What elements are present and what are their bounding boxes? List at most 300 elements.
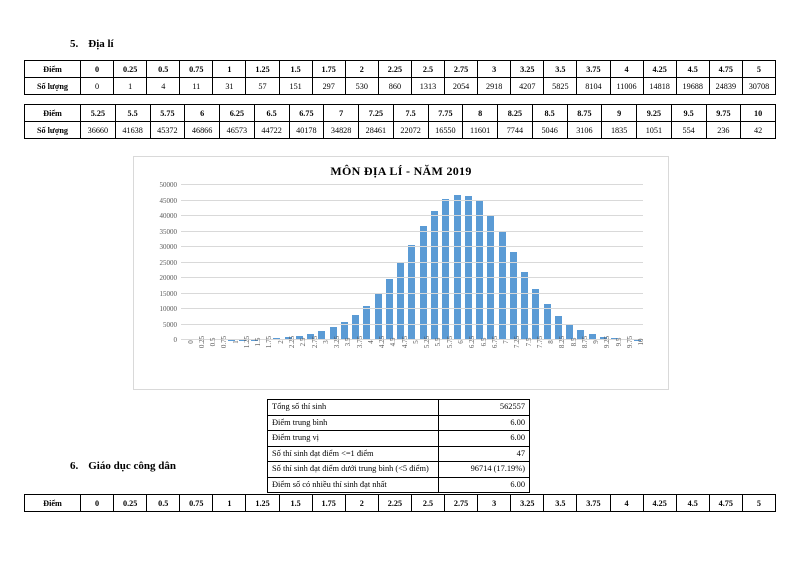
score-cell: 1.5 (279, 61, 312, 78)
chart-x-tick-label: 8.75 (580, 335, 589, 349)
count-cell: 8104 (577, 78, 610, 95)
chart-x-label-slot (395, 335, 409, 385)
count-cell: 151 (279, 78, 312, 95)
count-cell: 40178 (289, 122, 324, 139)
chart-x-label-slot (260, 335, 274, 385)
score-cell: 2.5 (411, 495, 444, 512)
count-cell: 36660 (81, 122, 116, 139)
chart-x-tick-label: 5.75 (445, 335, 454, 349)
score-cell: 0.5 (147, 495, 180, 512)
chart-x-label-slot (564, 337, 578, 385)
chart-bar (397, 263, 404, 340)
chart-bar-slot (373, 185, 384, 340)
score-cell: 0.25 (114, 61, 147, 78)
summary-value: 47 (439, 446, 530, 462)
chart-y-tick-label: 25000 (159, 258, 177, 267)
chart-bar-slot (575, 185, 586, 340)
chart-x-tick-label: 8 (547, 340, 556, 344)
count-cell: 236 (706, 122, 741, 139)
chart-gridline (159, 274, 643, 282)
score-cell: 0.5 (147, 61, 180, 78)
chart-x-label-slot (384, 337, 398, 385)
score-cell: 7.25 (359, 105, 394, 122)
chart-bar-slot (384, 185, 395, 340)
section-title: Địa lí (88, 38, 114, 50)
chart-x-label-slot (542, 340, 556, 385)
summary-value: 6.00 (439, 415, 530, 431)
score-cell: 1 (213, 61, 246, 78)
summary-value: 96714 (17.19%) (439, 462, 530, 478)
chart-x-label-slot (508, 335, 522, 385)
geography-score-distribution-chart (133, 156, 669, 390)
chart-bar (375, 294, 382, 340)
count-cell: 2054 (445, 78, 478, 95)
chart-y-tick-label: 35000 (159, 227, 177, 236)
chart-bar-slot (305, 185, 316, 340)
score-cell: 4.5 (676, 61, 709, 78)
score-cell: 0.75 (180, 61, 213, 78)
score-cell: 5 (742, 61, 775, 78)
section-heading-civics (70, 460, 176, 472)
chart-x-label-slot (282, 335, 297, 385)
table-row-counts (25, 78, 776, 95)
chart-x-tick-label: 2.5 (299, 337, 308, 347)
chart-bar-slot (598, 185, 609, 340)
chart-bar-slot (361, 185, 372, 340)
chart-bar-slot (451, 185, 462, 340)
chart-gridline (159, 196, 643, 205)
row-label-score: Điểm (25, 495, 81, 512)
score-cell: 9.5 (671, 105, 706, 122)
count-cell: 44722 (254, 122, 289, 139)
summary-label: Số thí sinh đạt điểm dưới trung bình (<5 điểm) (268, 462, 439, 478)
count-cell: 16550 (428, 122, 463, 139)
chart-bar-slot (226, 185, 237, 340)
chart-x-label-slot (271, 340, 285, 385)
chart-gridline (159, 289, 643, 298)
score-cell: 5.5 (115, 105, 150, 122)
chart-bar-slot (542, 185, 553, 340)
count-cell: 1835 (602, 122, 637, 139)
table-row-scores (25, 105, 776, 122)
chart-x-label-slot (609, 337, 623, 385)
count-cell: 4 (147, 78, 180, 95)
chart-gridline (159, 227, 643, 236)
chart-x-label-slot (204, 337, 218, 385)
score-cell: 3.5 (544, 61, 577, 78)
chart-bar (442, 199, 449, 340)
chart-bars (181, 185, 643, 340)
summary-row (268, 415, 530, 431)
chart-x-label-slot (598, 335, 612, 385)
chart-bar-slot (418, 185, 429, 340)
score-cell: 1.25 (246, 61, 279, 78)
chart-x-label-slot (429, 337, 443, 385)
summary-value: 562557 (439, 400, 530, 416)
chart-x-label-slot (181, 340, 195, 385)
summary-label: Số thí sinh đạt điểm <=1 điểm (268, 446, 439, 462)
chart-bar-slot (327, 185, 338, 340)
chart-x-tick-label: 8.25 (558, 335, 567, 349)
score-cell: 3 (478, 61, 511, 78)
score-cell: 3.75 (577, 61, 610, 78)
score-cell: 6.5 (254, 105, 289, 122)
chart-x-tick-label: 4.25 (378, 335, 387, 349)
score-cell: 0 (81, 495, 114, 512)
chart-y-tick-label: 45000 (159, 196, 177, 205)
chart-x-tick-label: 2.25 (288, 335, 297, 349)
chart-gridline (163, 320, 643, 329)
chart-x-label-slot (215, 335, 229, 385)
row-label-score: Điểm (25, 105, 81, 122)
chart-x-tick-label: 7 (502, 340, 511, 344)
chart-y-tick-label: 30000 (159, 243, 177, 251)
chart-x-tick-label: 10 (637, 338, 646, 346)
score-cell: 3.25 (511, 61, 544, 78)
chart-bar-slot (587, 185, 598, 340)
count-cell: 860 (378, 78, 411, 95)
chart-bar-slot (440, 185, 451, 340)
chart-bar-slot (215, 185, 226, 340)
score-cell: 2.25 (378, 61, 411, 78)
chart-bar-slot (564, 185, 575, 340)
chart-x-tick-label: 5.25 (423, 335, 432, 349)
count-cell: 41638 (115, 122, 150, 139)
chart-x-tick-label: 7.25 (513, 335, 522, 349)
chart-bar-slot (294, 185, 305, 340)
table-row-scores (25, 61, 776, 78)
chart-bar-slot (192, 185, 203, 340)
count-cell: 24839 (709, 78, 742, 95)
score-cell: 2.5 (411, 61, 444, 78)
chart-x-label-slot (530, 335, 544, 385)
chart-x-tick-label: 3 (321, 340, 330, 344)
count-cell: 2918 (478, 78, 511, 95)
count-cell: 57 (246, 78, 279, 95)
chart-bar-slot (181, 185, 192, 340)
score-cell: 1.75 (312, 495, 345, 512)
chart-x-label-slot (632, 338, 646, 385)
chart-x-label-slot (305, 335, 319, 385)
count-cell: 0 (81, 78, 114, 95)
chart-x-label-slot (553, 335, 567, 385)
chart-x-label-slot (350, 335, 364, 385)
summary-label: Điểm trung vị (268, 431, 439, 447)
row-label-count: Số lượng (25, 122, 81, 139)
count-cell: 1 (114, 78, 147, 95)
section-heading-geography (70, 38, 114, 50)
score-cell: 9.75 (706, 105, 741, 122)
chart-x-tick-label: 4.5 (389, 337, 398, 347)
score-cell: 6.75 (289, 105, 324, 122)
count-cell: 45372 (150, 122, 185, 139)
chart-bar-slot (496, 185, 507, 340)
count-cell: 19688 (676, 78, 709, 95)
chart-x-tick-label: 3.25 (333, 335, 342, 349)
summary-row (268, 400, 530, 416)
section-number: 5. (70, 38, 79, 50)
count-cell: 46866 (185, 122, 220, 139)
count-cell: 1051 (637, 122, 672, 139)
score-cell: 2.75 (445, 495, 478, 512)
chart-x-tick-label: 9.75 (625, 335, 634, 349)
chart-x-tick-label: 2.75 (310, 335, 319, 349)
summary-label: Điểm số có nhiều thí sinh đạt nhất (268, 477, 439, 493)
chart-x-label-slot (406, 340, 420, 385)
score-cell: 5.25 (81, 105, 116, 122)
chart-x-label-slot (361, 340, 375, 385)
chart-y-tick-label: 5000 (163, 320, 177, 329)
count-cell: 4207 (511, 78, 544, 95)
chart-bar-slot (316, 185, 327, 340)
chart-x-tick-label: 9 (592, 340, 601, 344)
chart-x-tick-label: 9.25 (603, 335, 612, 349)
score-cell: 8 (463, 105, 498, 122)
chart-bar-slot (204, 185, 215, 340)
geography-score-table-part1 (24, 60, 776, 95)
chart-x-tick-label: 3.75 (355, 335, 364, 349)
score-cell: 3.75 (577, 495, 610, 512)
summary-label: Điểm trung bình (268, 415, 439, 431)
score-cell: 3.5 (544, 495, 577, 512)
count-cell: 31 (213, 78, 246, 95)
chart-bar-slot (237, 185, 248, 340)
count-cell: 11601 (463, 122, 498, 139)
chart-x-tick-label: 0 (186, 340, 195, 344)
chart-x-tick-label: 5 (411, 340, 420, 344)
chart-x-tick-label: 6.25 (468, 335, 477, 349)
chart-y-tick-label: 0 (173, 336, 177, 344)
score-cell: 3 (478, 495, 511, 512)
geography-score-table-part2 (24, 104, 776, 139)
score-cell: 6.25 (220, 105, 255, 122)
chart-x-label-slot (339, 337, 353, 385)
count-cell: 34828 (324, 122, 359, 139)
count-cell: 22072 (393, 122, 428, 139)
count-cell: 5825 (544, 78, 577, 95)
score-cell: 10 (741, 105, 776, 122)
chart-bar-slot (463, 185, 474, 340)
chart-x-tick-label: 5.5 (434, 337, 443, 347)
chart-bar-slot (350, 185, 361, 340)
chart-x-label-slot (237, 335, 251, 385)
score-cell: 2 (345, 495, 378, 512)
chart-bar-slot (519, 185, 530, 340)
score-cell: 8.75 (567, 105, 602, 122)
score-cell: 9 (602, 105, 637, 122)
table-row-scores (25, 495, 776, 512)
chart-bar-slot (508, 185, 519, 340)
count-cell: 14818 (643, 78, 676, 95)
summary-statistics-table (267, 399, 530, 493)
score-cell: 5 (742, 495, 775, 512)
section-number: 6. (70, 460, 79, 472)
summary-row (268, 446, 530, 462)
score-cell: 4.25 (643, 495, 676, 512)
chart-x-tick-label: 1 (231, 340, 240, 344)
chart-gridline (159, 181, 643, 189)
summary-row (268, 431, 530, 447)
chart-bar (521, 272, 528, 340)
score-cell: 2 (345, 61, 378, 78)
chart-bar (532, 289, 539, 340)
chart-x-tick-label: 0.25 (197, 335, 206, 349)
chart-x-label-slot (294, 337, 308, 385)
chart-x-label-slot (474, 337, 488, 385)
chart-bar-slot (271, 185, 282, 340)
chart-x-label-slot (316, 340, 330, 385)
row-label-score: Điểm (25, 61, 81, 78)
chart-x-tick-label: 0.75 (220, 335, 229, 349)
chart-x-tick-labels (181, 335, 646, 385)
chart-gridline (159, 305, 643, 313)
summary-value: 6.00 (439, 477, 530, 493)
chart-bar-slot (406, 185, 417, 340)
score-cell: 8.5 (532, 105, 567, 122)
count-cell: 42 (741, 122, 776, 139)
chart-bar-slot (282, 185, 293, 340)
score-cell: 4 (610, 61, 643, 78)
chart-bar-slot (609, 185, 620, 340)
chart-x-label-slot (575, 335, 589, 385)
civics-score-table (24, 494, 776, 512)
chart-gridline (159, 212, 643, 220)
chart-bar (510, 252, 517, 340)
count-cell: 28461 (359, 122, 394, 139)
chart-x-label-slot (519, 337, 533, 385)
score-cell: 4.75 (709, 61, 742, 78)
chart-bar (476, 201, 483, 340)
chart-x-tick-label: 0.5 (209, 337, 218, 347)
chart-x-label-slot (587, 340, 601, 385)
score-cell: 9.25 (637, 105, 672, 122)
chart-bar-slot (339, 185, 350, 340)
chart-x-label-slot (485, 335, 499, 385)
chart-bar-slot (429, 185, 440, 340)
chart-bar-slot (530, 185, 541, 340)
chart-gridline (159, 258, 643, 267)
count-cell: 11 (180, 78, 213, 95)
score-cell: 1.5 (279, 495, 312, 512)
score-cell: 2.25 (378, 495, 411, 512)
row-label-count: Số lượng (25, 78, 81, 95)
chart-x-label-slot (373, 335, 387, 385)
chart-y-tick-label: 20000 (159, 274, 177, 282)
score-cell: 0 (81, 61, 114, 78)
count-cell: 297 (312, 78, 345, 95)
score-cell: 4.75 (709, 495, 742, 512)
score-cell: 2.75 (445, 61, 478, 78)
chart-bar-slot (485, 185, 496, 340)
chart-bar (386, 279, 393, 340)
chart-x-tick-label: 6.5 (479, 337, 488, 347)
score-cell: 1 (213, 495, 246, 512)
chart-y-tick-label: 15000 (159, 289, 177, 298)
chart-x-tick-label: 8.5 (569, 337, 578, 347)
score-cell: 8.25 (498, 105, 533, 122)
chart-bar-slot (553, 185, 564, 340)
chart-bar (454, 195, 461, 340)
chart-x-tick-label: 2 (276, 340, 285, 344)
count-cell: 11006 (610, 78, 643, 95)
chart-bar (465, 196, 472, 340)
count-cell: 5046 (532, 122, 567, 139)
chart-x-label-slot (496, 340, 511, 385)
chart-x-label-slot (192, 335, 206, 385)
chart-x-label-slot (327, 335, 342, 385)
chart-y-tick-label: 10000 (159, 305, 177, 313)
chart-x-label-slot (440, 335, 454, 385)
count-cell: 46573 (220, 122, 255, 139)
score-cell: 4 (610, 495, 643, 512)
score-cell: 1.75 (312, 61, 345, 78)
chart-x-tick-label: 7.75 (535, 335, 544, 349)
chart-bar-slot (249, 185, 260, 340)
chart-x-tick-label: 3.5 (344, 337, 353, 347)
score-cell: 4.5 (676, 495, 709, 512)
chart-x-tick-label: 1.5 (254, 337, 263, 347)
count-cell: 1313 (411, 78, 444, 95)
chart-x-tick-label: 4.75 (400, 335, 409, 349)
score-cell: 0.75 (180, 495, 213, 512)
score-cell: 4.25 (643, 61, 676, 78)
table-row-counts (25, 122, 776, 139)
chart-bar (544, 304, 551, 340)
score-cell: 6 (185, 105, 220, 122)
chart-x-tick-label: 6 (457, 340, 465, 344)
chart-x-label-slot (418, 335, 432, 385)
chart-bar-slot (395, 185, 406, 340)
count-cell: 30708 (742, 78, 775, 95)
chart-bar-slot (474, 185, 485, 340)
chart-y-tick-label: 50000 (159, 181, 177, 189)
chart-bar-slot (632, 185, 643, 340)
score-cell: 1.25 (246, 495, 279, 512)
score-cell: 7 (324, 105, 359, 122)
section-title: Giáo dục công dân (88, 460, 176, 472)
chart-x-tick-label: 1.75 (265, 335, 274, 349)
chart-x-label-slot (451, 340, 465, 385)
summary-row (268, 477, 530, 493)
count-cell: 530 (345, 78, 378, 95)
chart-bar-slot (260, 185, 271, 340)
count-cell: 554 (671, 122, 706, 139)
chart-y-tick-label: 40000 (159, 212, 177, 220)
score-cell: 5.75 (150, 105, 185, 122)
count-cell: 3106 (567, 122, 602, 139)
chart-x-tick-label: 1.25 (242, 335, 251, 349)
summary-value: 6.00 (439, 431, 530, 447)
chart-x-tick-label: 4 (366, 340, 375, 344)
score-cell: 0.25 (114, 495, 147, 512)
chart-x-tick-label: 7.5 (524, 337, 533, 347)
score-cell: 7.5 (393, 105, 428, 122)
chart-x-label-slot (620, 335, 634, 385)
chart-gridline (159, 243, 643, 251)
chart-x-label-slot (463, 335, 477, 385)
summary-row (268, 462, 530, 478)
chart-bar-slot (620, 185, 631, 340)
score-cell: 3.25 (511, 495, 544, 512)
chart-x-tick-label: 9.5 (614, 337, 623, 347)
score-cell: 7.75 (428, 105, 463, 122)
count-cell: 7744 (498, 122, 533, 139)
summary-label: Tổng số thí sinh (268, 400, 439, 416)
chart-title: MÔN ĐỊA LÍ - NĂM 2019 (330, 164, 472, 178)
chart-x-tick-label: 6.75 (490, 335, 499, 349)
chart-x-label-slot (226, 340, 240, 385)
chart-x-label-slot (249, 337, 263, 385)
